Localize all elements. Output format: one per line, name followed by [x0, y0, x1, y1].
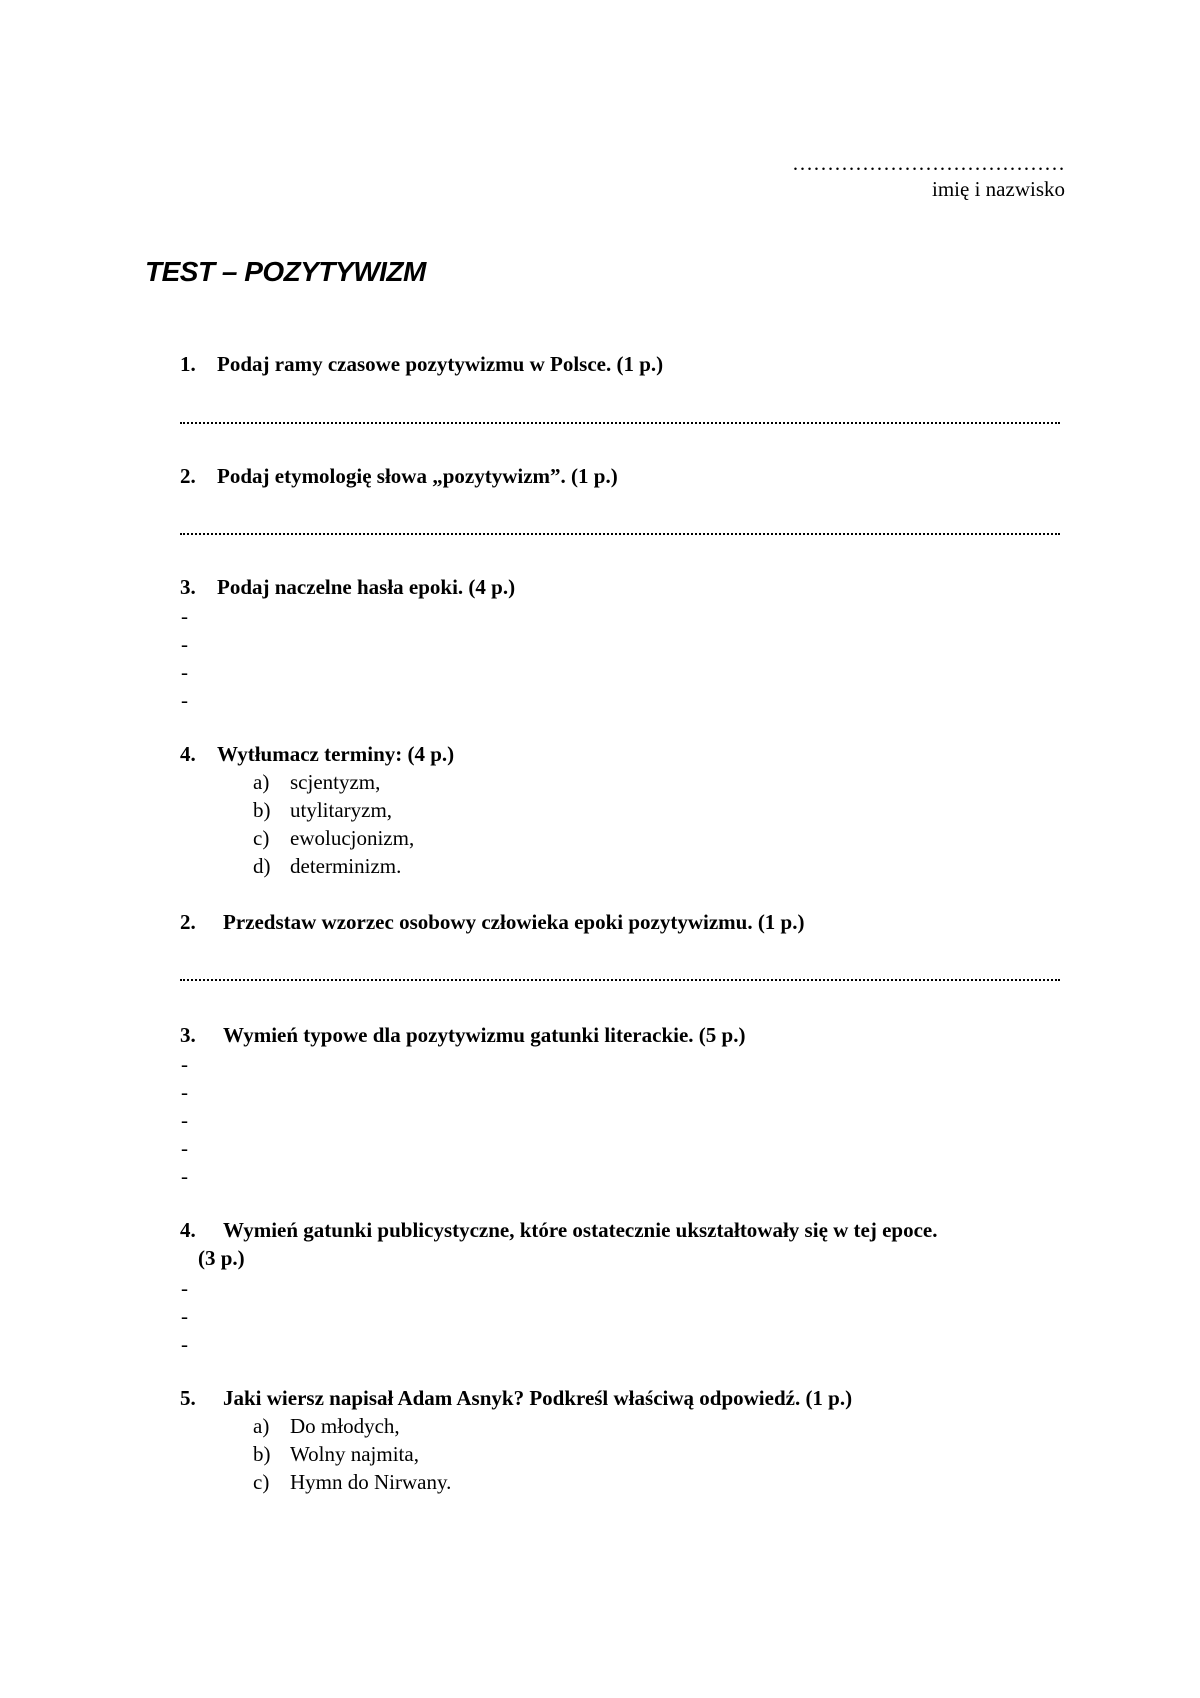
option-a[interactable]: a) Do młodych, — [253, 1414, 400, 1438]
option-a: a) scjentyzm, — [253, 770, 381, 794]
answer-dash[interactable]: - — [181, 1052, 188, 1076]
answer-dash[interactable]: - — [181, 688, 188, 712]
option-d: d) determinizm. — [253, 854, 402, 878]
question-6: 3. Wymień typowe dla pozytywizmu gatunki literackie. (5 p.) — [180, 1023, 746, 1047]
option-c: c) ewolucjonizm, — [253, 826, 415, 850]
name-fill-line[interactable]: ………………………………… — [792, 151, 1065, 175]
answer-line-2[interactable] — [180, 527, 1060, 535]
option-c[interactable]: c) Hymn do Nirwany. — [253, 1470, 452, 1494]
answer-dash[interactable]: - — [181, 632, 188, 656]
answer-dash[interactable]: - — [181, 1276, 188, 1300]
question-7: 4. Wymień gatunki publicystyczne, które ostatecznie ukształtowały się w tej epoce. (3 p.) — [180, 1218, 938, 1270]
name-label: imię i nazwisko — [932, 177, 1065, 201]
answer-dash[interactable]: - — [181, 660, 188, 684]
option-b[interactable]: b) Wolny najmita, — [253, 1442, 419, 1466]
question-4: 4. Wytłumacz terminy: (4 p.) — [180, 742, 455, 766]
answer-dash[interactable]: - — [181, 1332, 188, 1356]
answer-line-5[interactable] — [180, 973, 1060, 981]
answer-dash[interactable]: - — [181, 1136, 188, 1160]
page-title: TEST – POZYTYWIZM — [145, 256, 426, 287]
answer-dash[interactable]: - — [181, 1080, 188, 1104]
answer-dash[interactable]: - — [181, 604, 188, 628]
question-5: 2. Przedstaw wzorzec osobowy człowieka epoki pozytywizmu. (1 p.) — [180, 910, 805, 934]
question-3: 3. Podaj naczelne hasła epoki. (4 p.) — [180, 575, 516, 599]
question-8: 5. Jaki wiersz napisał Adam Asnyk? Podkreśl właściwą odpowiedź. (1 p.) — [180, 1386, 853, 1410]
question-1: 1. Podaj ramy czasowe pozytywizmu w Polsce. (1 p.) — [180, 352, 664, 376]
name-block — [792, 150, 1065, 202]
answer-line-1[interactable] — [180, 416, 1060, 424]
question-2: 2. Podaj etymologię słowa „pozytywizm”. (1 p.) — [180, 464, 618, 488]
option-b: b) utylitaryzm, — [253, 798, 393, 822]
answer-dash[interactable]: - — [181, 1164, 188, 1188]
answer-dash[interactable]: - — [181, 1108, 188, 1132]
answer-dash[interactable]: - — [181, 1304, 188, 1328]
